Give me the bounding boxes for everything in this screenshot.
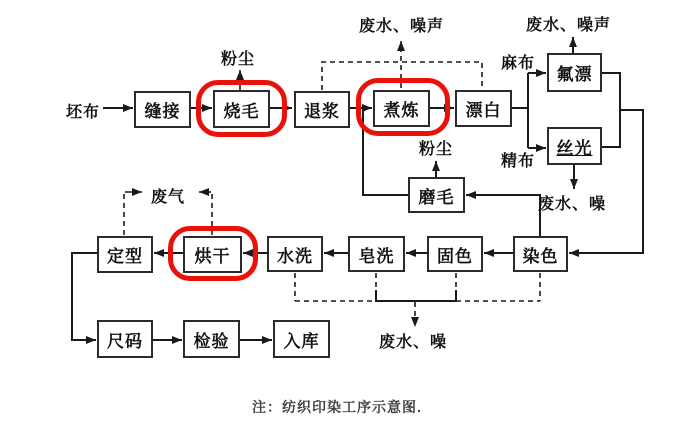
node-seaming: 缝接 xyxy=(134,91,191,128)
label-wastewater-noise-mercerizing: 废水、噪 xyxy=(538,196,607,213)
node-dyeing: 染色 xyxy=(513,236,568,272)
node-color-fixing: 固色 xyxy=(427,236,483,272)
label-linen: 麻布 xyxy=(501,55,536,72)
label-wastewater-noise-bottom: 废水、噪 xyxy=(379,334,448,351)
label-dust-sanding: 粉尘 xyxy=(419,141,454,158)
node-fluorine-bleach: 氟漂 xyxy=(547,53,602,92)
node-sanding: 磨毛 xyxy=(408,177,465,213)
node-inspection: 检验 xyxy=(183,320,240,358)
label-waste-gas: 废气 xyxy=(151,189,186,206)
node-desizing: 退浆 xyxy=(294,91,350,128)
node-warehousing: 入库 xyxy=(273,320,330,358)
node-soaping: 皂洗 xyxy=(348,236,405,272)
label-refined-fabric: 精布 xyxy=(501,153,536,170)
node-sizing: 尺码 xyxy=(97,320,153,358)
node-setting: 定型 xyxy=(97,236,153,273)
node-washing: 水洗 xyxy=(267,236,323,272)
arrow-setting-sizing xyxy=(72,253,97,340)
label-wastewater-noise-top-right: 废水、噪声 xyxy=(526,17,612,34)
node-drying: 烘干 xyxy=(183,236,242,273)
dashed-emission-lines xyxy=(124,41,540,327)
label-wastewater-noise-top-center: 废水、噪声 xyxy=(359,18,445,35)
diagram-caption: 注：纺织印染工序示意图. xyxy=(252,399,422,415)
dashed-bottom-risers xyxy=(295,273,540,301)
node-scouring: 煮炼 xyxy=(373,90,430,127)
arrow-dyeing-sanding xyxy=(466,195,540,236)
line-mercerizing-merge xyxy=(602,110,620,147)
label-raw-fabric: 坯布 xyxy=(66,104,101,121)
node-bleaching: 漂白 xyxy=(455,90,512,127)
branch-after-bleaching xyxy=(512,73,528,148)
node-mercerizing: 丝光 xyxy=(547,127,602,165)
dashed-top-collector xyxy=(322,62,482,90)
label-dust-singeing: 粉尘 xyxy=(221,51,256,68)
node-singeing: 烧毛 xyxy=(213,90,270,128)
bottom-collector-bracket xyxy=(376,290,456,301)
